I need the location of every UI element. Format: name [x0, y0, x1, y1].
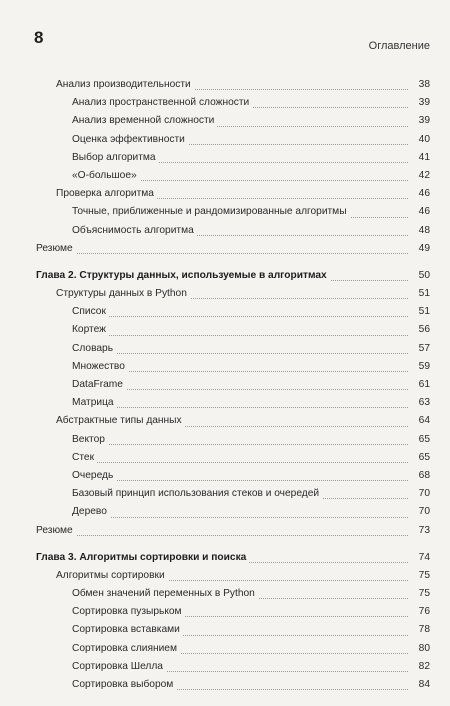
toc-entry-page: 63 — [408, 394, 430, 412]
toc-entry-title: Сортировка Шелла — [72, 658, 166, 676]
toc-entry-row — [36, 522, 430, 540]
toc-entry-row — [36, 567, 430, 585]
toc-entry-row — [36, 285, 430, 303]
toc-entry-title: Словарь — [72, 340, 116, 358]
toc-entry-row — [36, 485, 430, 503]
toc-entry-title: Дерево — [72, 503, 110, 521]
toc-entry-page: 80 — [408, 640, 430, 658]
toc-entry-row — [36, 376, 430, 394]
toc-entry-title: Кортеж — [72, 321, 109, 339]
toc-entry-title: Матрица — [72, 394, 117, 412]
toc-entry-page: 64 — [408, 412, 430, 430]
dot-leader — [72, 462, 408, 463]
toc-entry-row — [36, 131, 430, 149]
toc-entry-row — [36, 503, 430, 521]
dot-leader — [36, 535, 408, 536]
running-head: Оглавление — [368, 40, 430, 52]
toc-entry-title: Глава 2. Структуры данных, используемые в алгоритмах — [36, 267, 330, 285]
toc-entry-page: 70 — [408, 485, 430, 503]
table-of-contents — [36, 76, 430, 694]
toc-entry-title: Глава 3. Алгоритмы сортировки и поиска — [36, 549, 249, 567]
dot-leader — [72, 444, 408, 445]
toc-entry-title: Множество — [72, 358, 128, 376]
toc-entry-row — [36, 603, 430, 621]
toc-entry-page: 50 — [408, 267, 430, 285]
toc-entry-title: Сортировка пузырьком — [72, 603, 185, 621]
toc-entry-title: Стек — [72, 449, 97, 467]
toc-entry-page: 48 — [408, 222, 430, 240]
toc-entry-row — [36, 449, 430, 467]
toc-entry-row — [36, 394, 430, 412]
toc-entry-page: 75 — [408, 567, 430, 585]
toc-entry-title: «О-большое» — [72, 167, 140, 185]
dot-leader — [72, 316, 408, 317]
toc-entry-page: 61 — [408, 376, 430, 394]
toc-entry-row — [36, 112, 430, 130]
toc-entry-row — [36, 412, 430, 430]
toc-entry-page: 59 — [408, 358, 430, 376]
toc-entry-row — [36, 621, 430, 639]
toc-entry-title: Сортировка выбором — [72, 676, 176, 694]
toc-entry-title: Анализ временной сложности — [72, 112, 217, 130]
toc-entry-title: Анализ производительности — [56, 76, 194, 94]
toc-entry-page: 46 — [408, 185, 430, 203]
toc-entry-page: 51 — [408, 303, 430, 321]
toc-entry-title: DataFrame — [72, 376, 126, 394]
chapter-gap — [36, 258, 430, 267]
toc-entry-row — [36, 185, 430, 203]
toc-entry-page: 75 — [408, 585, 430, 603]
toc-entry-title: Обмен значений переменных в Python — [72, 585, 258, 603]
toc-entry-row — [36, 431, 430, 449]
toc-entry-page: 51 — [408, 285, 430, 303]
toc-entry-title: Оценка эффективности — [72, 131, 188, 149]
toc-entry-title: Вектор — [72, 431, 108, 449]
toc-entry-row — [36, 340, 430, 358]
toc-entry-page: 84 — [408, 676, 430, 694]
toc-entry-row — [36, 222, 430, 240]
toc-chapter-row — [36, 549, 430, 567]
toc-entry-page: 39 — [408, 112, 430, 130]
toc-entry-title: Список — [72, 303, 109, 321]
toc-entry-row — [36, 358, 430, 376]
toc-entry-page: 42 — [408, 167, 430, 185]
toc-entry-title: Базовый принцип использования стеков и очередей — [72, 485, 322, 503]
toc-entry-page: 73 — [408, 522, 430, 540]
toc-entry-page: 57 — [408, 340, 430, 358]
toc-entry-title: Анализ пространственной сложности — [72, 94, 252, 112]
toc-entry-row — [36, 76, 430, 94]
toc-entry-title: Резюме — [36, 522, 76, 540]
toc-entry-title: Проверка алгоритма — [56, 185, 157, 203]
toc-entry-title: Сортировка вставками — [72, 621, 183, 639]
dot-leader — [36, 253, 408, 254]
toc-entry-row — [36, 303, 430, 321]
toc-entry-row — [36, 167, 430, 185]
toc-entry-title: Абстрактные типы данных — [56, 412, 185, 430]
toc-entry-title: Очередь — [72, 467, 116, 485]
toc-entry-row — [36, 585, 430, 603]
toc-entry-page: 76 — [408, 603, 430, 621]
toc-entry-title: Алгоритмы сортировки — [56, 567, 168, 585]
toc-entry-title: Структуры данных в Python — [56, 285, 190, 303]
toc-entry-row — [36, 640, 430, 658]
dot-leader — [72, 407, 408, 408]
toc-entry-page: 78 — [408, 621, 430, 639]
toc-entry-page: 38 — [408, 76, 430, 94]
toc-entry-row — [36, 676, 430, 694]
page-number: 8 — [34, 28, 44, 47]
toc-entry-page: 65 — [408, 431, 430, 449]
toc-entry-title: Объяснимость алгоритма — [72, 222, 197, 240]
toc-entry-row — [36, 240, 430, 258]
toc-entry-row — [36, 321, 430, 339]
toc-entry-page: 39 — [408, 94, 430, 112]
toc-chapter-row — [36, 267, 430, 285]
toc-entry-page: 49 — [408, 240, 430, 258]
toc-entry-row — [36, 467, 430, 485]
toc-entry-row — [36, 94, 430, 112]
toc-entry-page: 74 — [408, 549, 430, 567]
toc-entry-page: 46 — [408, 203, 430, 221]
dot-leader — [72, 517, 408, 518]
toc-entry-title: Точные, приближенные и рандомизированные алгоритмы — [72, 203, 350, 221]
toc-entry-title: Сортировка слиянием — [72, 640, 180, 658]
toc-entry-page: 68 — [408, 467, 430, 485]
toc-entry-title: Резюме — [36, 240, 76, 258]
toc-entry-row — [36, 658, 430, 676]
toc-entry-page: 56 — [408, 321, 430, 339]
toc-entry-title: Выбор алгоритма — [72, 149, 159, 167]
toc-entry-page: 41 — [408, 149, 430, 167]
dot-leader — [72, 335, 408, 336]
toc-entry-page: 70 — [408, 503, 430, 521]
dot-leader — [72, 480, 408, 481]
chapter-gap — [36, 540, 430, 549]
toc-entry-row — [36, 149, 430, 167]
toc-entry-page: 65 — [408, 449, 430, 467]
dot-leader — [72, 353, 408, 354]
toc-entry-page: 40 — [408, 131, 430, 149]
toc-entry-page: 82 — [408, 658, 430, 676]
toc-entry-row — [36, 203, 430, 221]
